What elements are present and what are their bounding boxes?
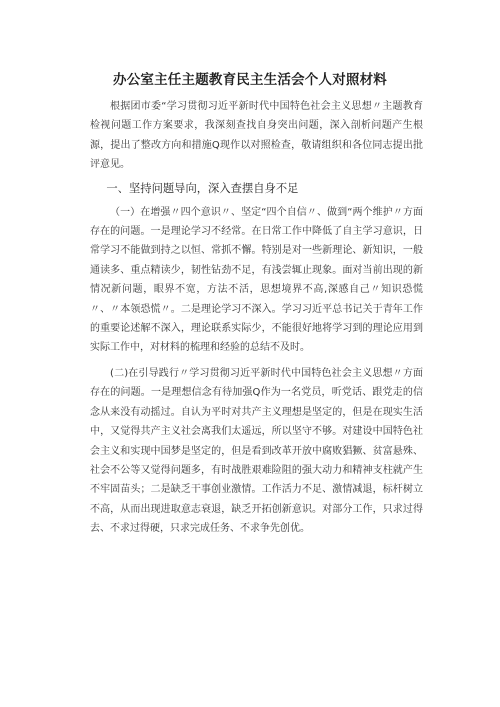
document-body <box>90 97 423 539</box>
paragraph-2: (二)在引导践行〃学习贯彻习近平新时代中国特色社会主义思想〃方面存在的问题。一是理想信念有待加强Q作为一名党员，听党话、跟党走的信念从来没有动摇过。自认为平时对共产主义理想是坚定的，但是在现实生活中，又觉得共产主义社会离我们太遥远，所以坚守不够。对建设中国特色社会主义和实现中国梦是坚定的，但是看到改革开放中腐败猖獗、贫富悬殊、社会不公等又觉得问题多，有时战胜艰难险阻的强大动力和精神支柱就产生不牢固苗头；二是缺乏干事创业激情。工作活力不足、激情减退，标杆树立不高，从而出现进取意志衰退，缺乏开拓创新意识。对部分工作，只求过得去、不求过得硬，只求完成任务、不求争先创优。 <box>90 367 423 535</box>
intro-paragraph: 根据团市委“学习贯彻习近平新时代中国特色社会主义思想〃主题教育检视问题工作方案要求，我深刻查找自身突出问题，深入剖析问题产生根源，提出了整改方向和措施Q现作以对照检查，敬请组织和各位同志提出批评意见。 <box>90 101 423 171</box>
section-heading: 一、坚持问题导向，深入查摆自身不足 <box>106 181 299 195</box>
document-title: 办公室主任主题教育民主生活会个人对照材料 <box>113 72 387 88</box>
paragraph-1: （一）在增强〃四个意识〃、坚定“四个自信〃、做到“两个维护〃方面存在的问题。一是理论学习不经常。在日常工作中降低了自主学习意识，日常学习不能做到持之以恒、常抓不懈。特别是对一些新理论、新知识，一般通读多、重点精读少，韧性钻劲不足，有浅尝辄止现象。面对当前出现的新情况新问题，眼界不宽，方法不活，思想境界不高,深感自己〃知识恐慌〃、〃本领恐慌〃。二是理论学习不深入。学习习近平总书记关于青年工作的重要论述解不深入，理论联系实际少，不能很好地将学习到的理论应用到实际工作中，对材料的梳理和经验的总结不及时。 <box>90 206 423 354</box>
